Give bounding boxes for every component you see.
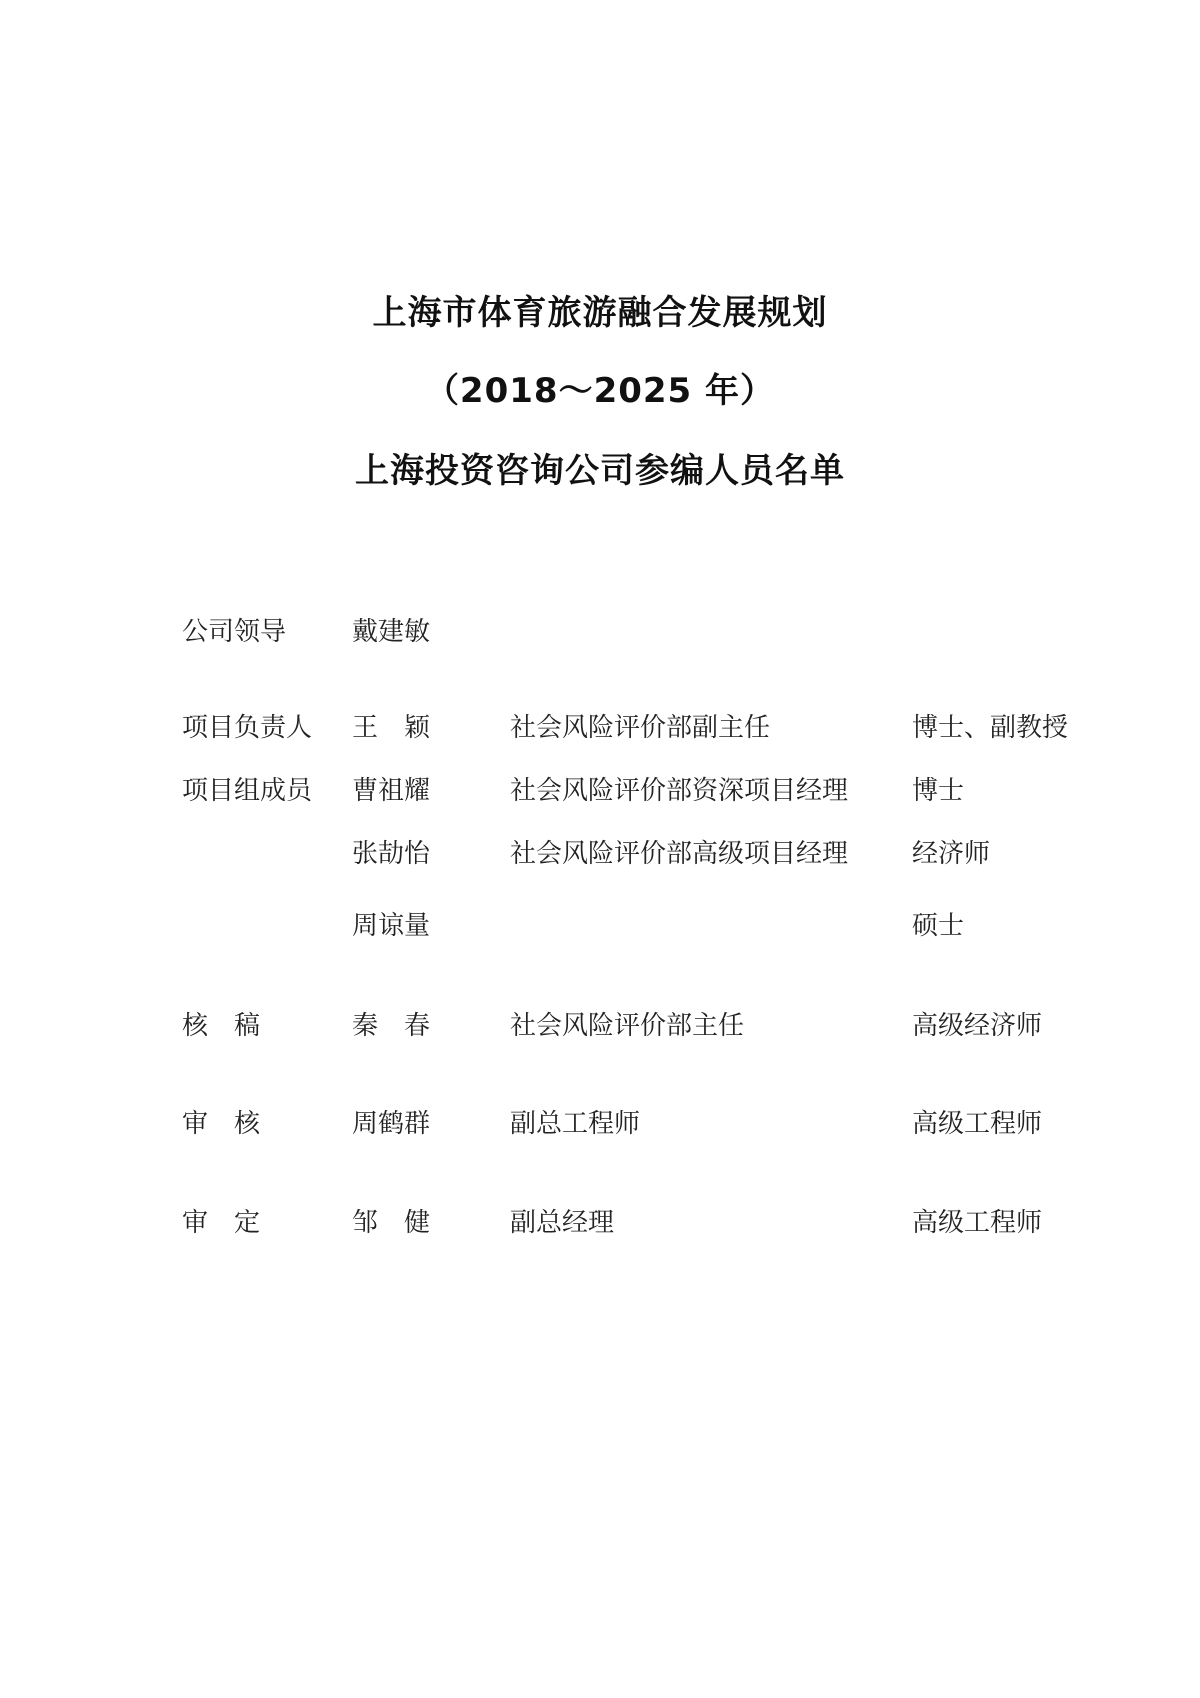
staff-row (0, 834, 1200, 874)
staff-name: 曹祖耀 (352, 776, 431, 806)
staff-title: 社会风险评价部主任 (510, 1011, 745, 1041)
staff-title: 副总工程师 (510, 1109, 641, 1139)
document-subtitle: 上海投资咨询公司参编人员名单 (355, 451, 845, 491)
staff-title: 副总经理 (510, 1208, 615, 1238)
staff-row (0, 708, 1200, 748)
staff-title: 社会风险评价部副主任 (510, 713, 771, 743)
staff-role: 审 定 (182, 1208, 261, 1238)
document-period: （2018～2025 年） (424, 371, 776, 411)
staff-row (0, 612, 1200, 652)
staff-degree: 硕士 (912, 911, 965, 941)
staff-degree: 博士 (912, 776, 965, 806)
staff-degree: 高级工程师 (912, 1208, 1043, 1238)
staff-role: 项目负责人 (182, 713, 313, 743)
staff-degree: 高级工程师 (912, 1109, 1043, 1139)
staff-degree: 高级经济师 (912, 1011, 1043, 1041)
staff-role: 项目组成员 (182, 776, 313, 806)
staff-name: 周谅量 (352, 911, 431, 941)
staff-name: 秦 春 (352, 1011, 431, 1041)
staff-title: 社会风险评价部高级项目经理 (510, 839, 849, 869)
document-title: 上海市体育旅游融合发展规划 (372, 293, 828, 333)
staff-degree: 经济师 (912, 839, 991, 869)
staff-role: 公司领导 (182, 617, 287, 647)
staff-role: 审 核 (182, 1109, 261, 1139)
staff-name: 王 颖 (352, 713, 431, 743)
staff-title: 社会风险评价部资深项目经理 (510, 776, 849, 806)
staff-role: 核 稿 (182, 1011, 261, 1041)
staff-name: 戴建敏 (352, 617, 431, 647)
staff-name: 周鹤群 (352, 1109, 431, 1139)
staff-row (0, 1006, 1200, 1046)
staff-row (0, 1203, 1200, 1243)
staff-row (0, 1104, 1200, 1144)
staff-name: 邹 健 (352, 1208, 431, 1238)
staff-row (0, 771, 1200, 811)
staff-name: 张劼怡 (352, 839, 431, 869)
staff-row (0, 906, 1200, 946)
staff-degree: 博士、副教授 (912, 713, 1069, 743)
